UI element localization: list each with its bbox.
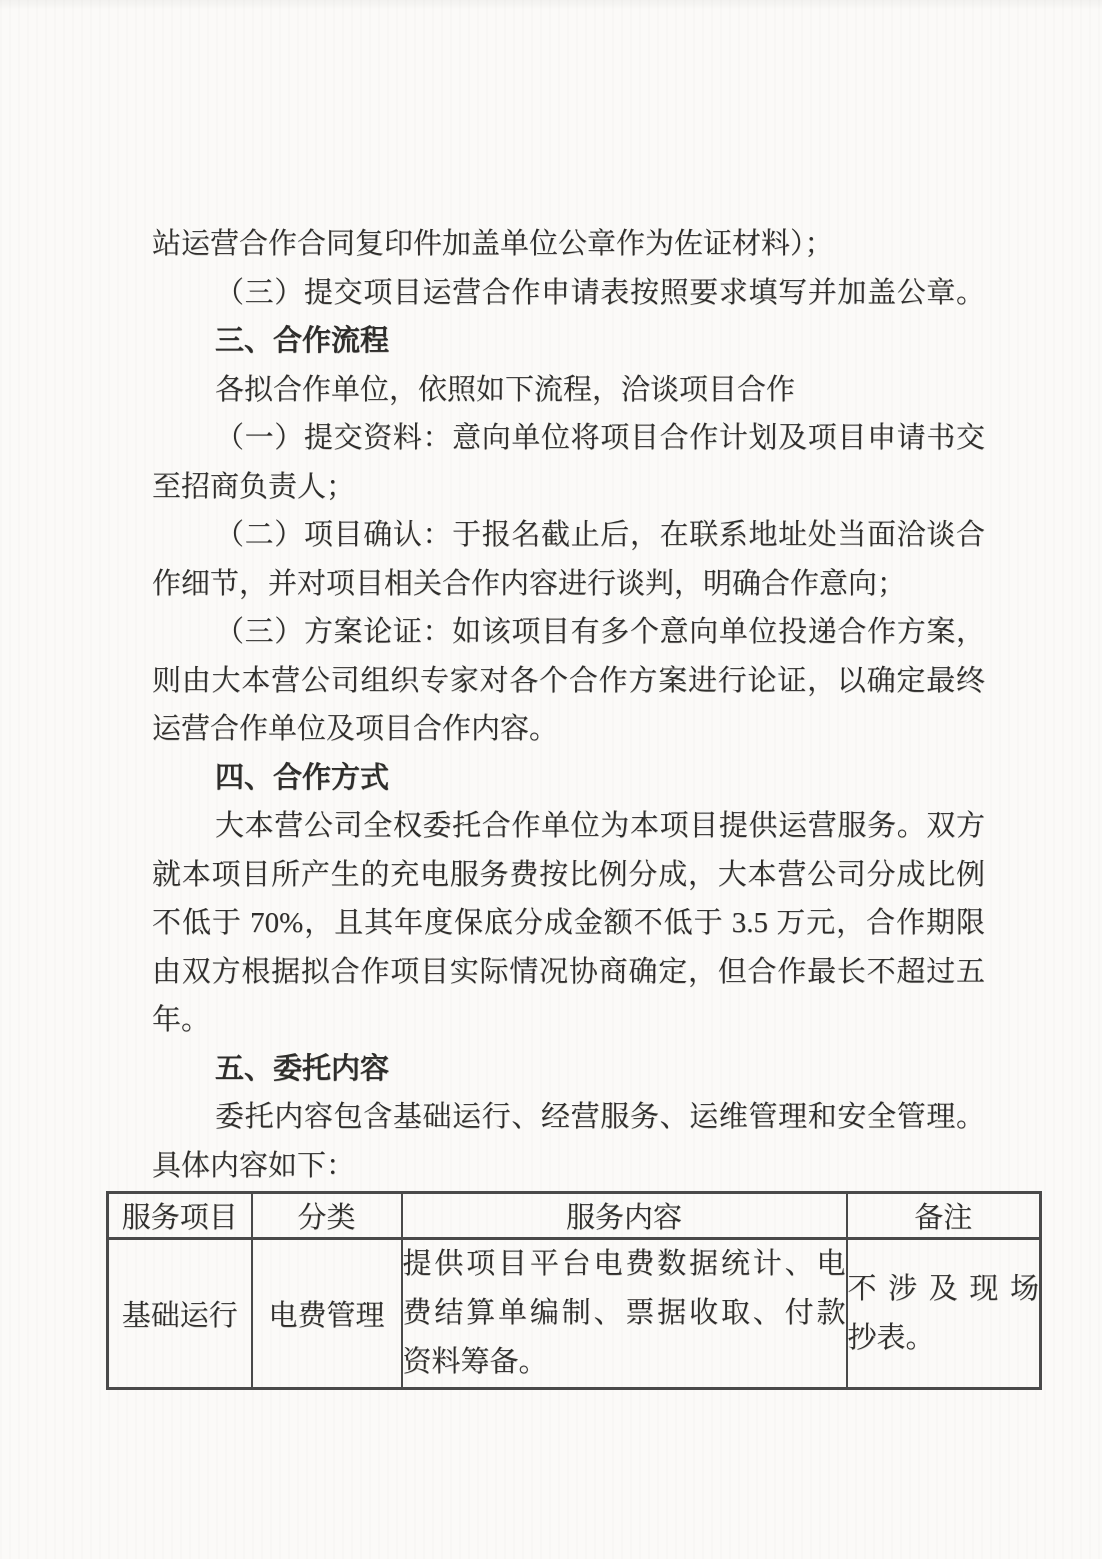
text-line-proposal-evaluation-cont: 则由大本营公司组织专家对各个合作方案进行论证，以确定最终 (152, 664, 985, 697)
service-table (106, 1191, 1042, 1390)
heading-entrusted-content: 五、委托内容 (215, 1052, 390, 1085)
text-line-process-intro: 各拟合作单位，依照如下流程，洽谈项目合作 (215, 373, 796, 406)
heading-cooperation-process: 三、合作流程 (215, 325, 390, 357)
text-line-cooperation-terms-end: 年。 (152, 1004, 211, 1036)
text-line-submit-materials-cont: 至招商负责人； (152, 470, 356, 503)
cell-text-line: 资料筹备。 (402, 1346, 548, 1378)
text-line-evidence-materials: 站运营合作合同复印件加盖单位公章作为佐证材料）； (152, 228, 834, 260)
text-line-cooperation-terms-3: 不低于 70%，且其年度保底分成金额不低于 3.5 万元，合作期限 (152, 907, 985, 939)
text-line-cooperation-terms-4: 由双方根据拟合作项目实际情况协商确定，但合作最长不超过五 (152, 955, 985, 988)
text-line-submit-materials: （一）提交资料：意向单位将项目合作计划及项目申请书交 (215, 422, 985, 454)
cell-text-line: 提供项目平台电费数据统计、电 (402, 1248, 846, 1280)
text-line-application-form: （三）提交项目运营合作申请表按照要求填写并加盖公章。 (215, 276, 985, 309)
text-line-project-confirmation: （二）项目确认：于报名截止后，在联系地址处当面洽谈合 (215, 519, 985, 551)
text-line-entrusted-scope: 委托内容包含基础运行、经营服务、运维管理和安全管理。 (215, 1101, 985, 1133)
col-header-category: 分类 (252, 1193, 402, 1239)
cell-category: 电费管理 (252, 1239, 402, 1389)
cell-note (847, 1239, 1041, 1389)
cell-text-line: 抄表。 (847, 1321, 935, 1354)
cell-service-item: 基础运行 (108, 1239, 252, 1389)
cell-text-line: 不涉及现场 (847, 1272, 1039, 1305)
text-line-project-confirmation-cont: 作细节，并对项目相关合作内容进行谈判，明确合作意向； (152, 567, 907, 600)
text-line-details-follow: 具体内容如下： (152, 1149, 356, 1182)
col-header-service-item: 服务项目 (108, 1193, 252, 1239)
table-header-row (108, 1193, 1041, 1239)
table-row-basic-operation (108, 1239, 1041, 1389)
col-header-service-content: 服务内容 (402, 1193, 847, 1239)
heading-cooperation-method: 四、合作方式 (215, 761, 390, 794)
text-line-proposal-evaluation: （三）方案论证：如该项目有多个意向单位投递合作方案， (215, 616, 985, 648)
cell-text-line: 费结算单编制、票据收取、付款 (402, 1297, 846, 1329)
text-line-cooperation-terms-2: 就本项目所产生的充电服务费按比例分成，大本营公司分成比例 (152, 858, 985, 891)
col-header-note: 备注 (847, 1193, 1041, 1239)
text-line-proposal-evaluation-end: 运营合作单位及项目合作内容。 (152, 713, 559, 745)
cell-service-content (402, 1239, 847, 1389)
text-line-cooperation-terms: 大本营公司全权委托合作单位为本项目提供运营服务。双方 (215, 810, 985, 842)
